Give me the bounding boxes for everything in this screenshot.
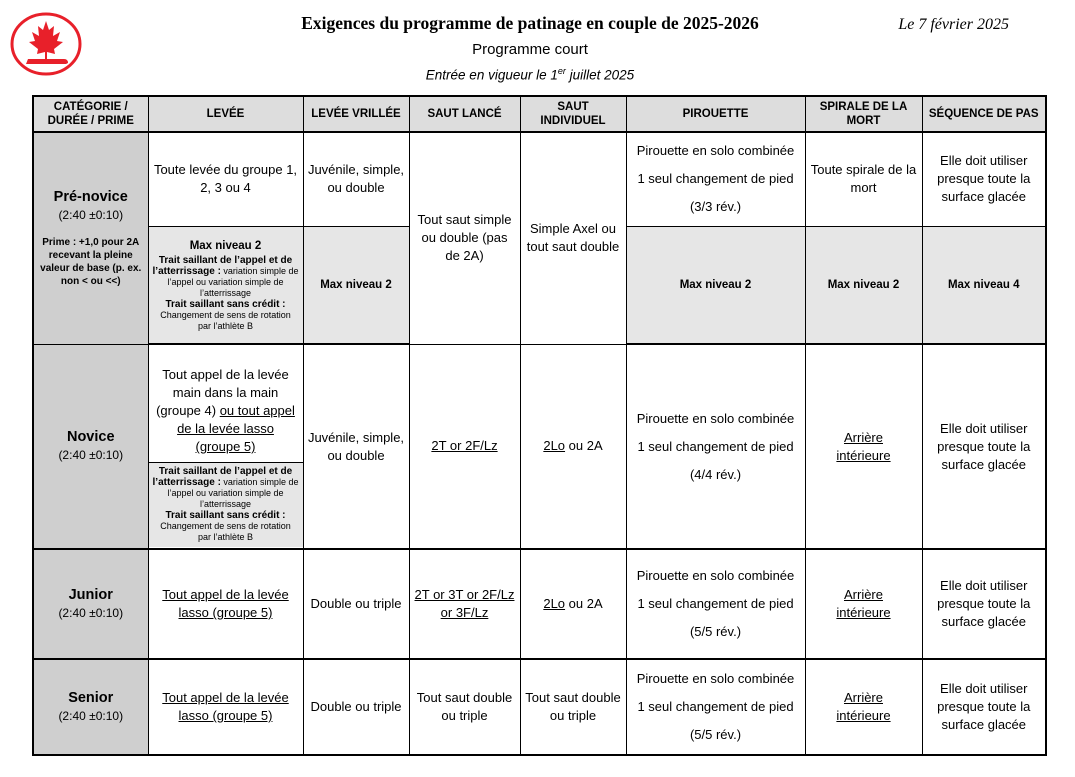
- column-header: SÉQUENCE DE PAS: [922, 96, 1046, 132]
- solo-jump-cell: Tout saut double ou triple: [520, 659, 626, 755]
- spin-revolutions: (3/3 rév.): [689, 199, 742, 215]
- step-sequence-max-level: Max niveau 4: [922, 226, 1046, 344]
- category-cell: [33, 549, 148, 659]
- step-sequence-cell: Elle doit utiliser presque toute la surface glacée: [922, 132, 1046, 226]
- throw-cell: Tout saut simple ou double (pas de 2A): [409, 132, 520, 344]
- step-sequence-cell: Elle doit utiliser presque toute la surface glacée: [922, 659, 1046, 755]
- program-subtitle: Programme court: [472, 41, 588, 58]
- death-spiral-cell: Toute spirale de la mort: [805, 132, 922, 226]
- death-spiral-cell: Arrière intérieure: [805, 659, 922, 755]
- spin-change: 1 seul changement de pied: [637, 171, 794, 187]
- column-header: SAUT INDIVIDUEL: [520, 96, 626, 132]
- table-row: [33, 549, 1046, 659]
- lift-max-level: Max niveau 2: [189, 240, 262, 253]
- table-row: [33, 344, 1046, 549]
- category-cell: [33, 132, 148, 344]
- spin-cell: [626, 132, 805, 226]
- column-header: LEVÉE: [148, 96, 303, 132]
- column-header: SAUT LANCÉ: [409, 96, 520, 132]
- death-spiral-cell: Arrière intérieure: [805, 344, 922, 549]
- solo-jump-cell: 2Lo ou 2A: [520, 549, 626, 659]
- category-duration: (2:40 ±0:10): [58, 606, 124, 620]
- spin-max-level: Max niveau 2: [626, 226, 805, 344]
- twist-cell: Double ou triple: [303, 659, 409, 755]
- lift-cell: Toute levée du groupe 1, 2, 3 ou 4: [148, 132, 303, 226]
- category-duration: (2:40 ±0:10): [58, 448, 124, 463]
- lift-cell: Tout appel de la levée lasso (groupe 5): [148, 549, 303, 659]
- spin-text: Pirouette en solo combinée: [636, 143, 795, 159]
- category-name: Junior: [68, 587, 113, 603]
- throw-cell: Tout saut double ou triple: [409, 659, 520, 755]
- column-header: CATÉGORIE / DURÉE / PRIME: [33, 96, 148, 132]
- category-duration: (2:40 ±0:10): [58, 709, 124, 723]
- requirements-table: [32, 95, 1047, 756]
- category-cell: [33, 344, 148, 549]
- category-duration: (2:40 ±0:10): [58, 208, 124, 223]
- document-title: Exigences du programme de patinage en couple de 2025-2026: [301, 13, 759, 33]
- throw-cell: 2T or 2F/Lz: [409, 344, 520, 549]
- table-row: [33, 132, 1046, 226]
- step-sequence-cell: Elle doit utiliser presque toute la surface glacée: [922, 549, 1046, 659]
- document-date: Le 7 février 2025: [898, 16, 1009, 33]
- column-header: SPIRALE DE LA MORT: [805, 96, 922, 132]
- effective-date: Entrée en vigueur le 1er juillet 2025: [425, 66, 635, 83]
- twist-max-level: Max niveau 2: [303, 226, 409, 344]
- lift-text: Tout appel de la levée main dans la main (groupe 4): [156, 367, 289, 418]
- category-cell: [33, 659, 148, 755]
- category-name: Pré-novice: [53, 189, 128, 206]
- category-name: Senior: [68, 690, 114, 706]
- twist-cell: Juvénile, simple, ou double: [303, 344, 409, 549]
- step-sequence-cell: Elle doit utiliser presque toute la surface glacée: [922, 344, 1046, 549]
- lift-cell: Tout appel de la levée lasso (groupe 5): [148, 659, 303, 755]
- table-row: [33, 659, 1046, 755]
- column-header: LEVÉE VRILLÉE: [303, 96, 409, 132]
- category-prime: Prime : +1,0 pour 2A recevant la pleine valeur de base (p. ex. non < ou <<): [40, 237, 142, 288]
- death-spiral-max-level: Max niveau 2: [805, 226, 922, 344]
- twist-cell: Juvénile, simple, ou double: [303, 132, 409, 226]
- column-header: PIROUETTE: [626, 96, 805, 132]
- solo-jump-cell: Simple Axel ou tout saut double: [520, 132, 626, 344]
- spin-cell: Pirouette en solo combinée 1 seul changement de pied (4/4 rév.): [626, 344, 805, 549]
- spin-cell: Pirouette en solo combinée 1 seul changement de pied (5/5 rév.): [626, 549, 805, 659]
- throw-cell: 2T or 3T or 2F/Lz or 3F/Lz: [409, 549, 520, 659]
- solo-jump-cell: 2Lo ou 2A: [520, 344, 626, 549]
- lift-text-or: ou tout appel de la levée lasso (groupe 5): [177, 403, 295, 454]
- lift-cell: Tout appel de la levée main dans la main (groupe 4) ou tout appel de la levée lasso (groupe 5) Trait saillant de l’appel et de l’atterrissage : variation simple de l’appel ou variation simple de l’atterrissage Trait saillant sans crédit : Changement de sens de rotation par l’athlète B: [148, 344, 303, 549]
- spin-cell: Pirouette en solo combinée 1 seul changement de pied (5/5 rév.): [626, 659, 805, 755]
- table-header-row: [33, 96, 1046, 132]
- lift-limit-cell: Max niveau 2 Trait saillant de l’appel et de l’atterrissage : variation simple de l’appel ou variation simple de l’atterrissage Trait saillant sans crédit : Changement de sens de rotation par l’athlète B: [148, 226, 303, 344]
- skate-canada-logo: [10, 12, 82, 76]
- twist-cell: Double ou triple: [303, 549, 409, 659]
- category-name: Novice: [66, 429, 115, 446]
- death-spiral-cell: Arrière intérieure: [805, 549, 922, 659]
